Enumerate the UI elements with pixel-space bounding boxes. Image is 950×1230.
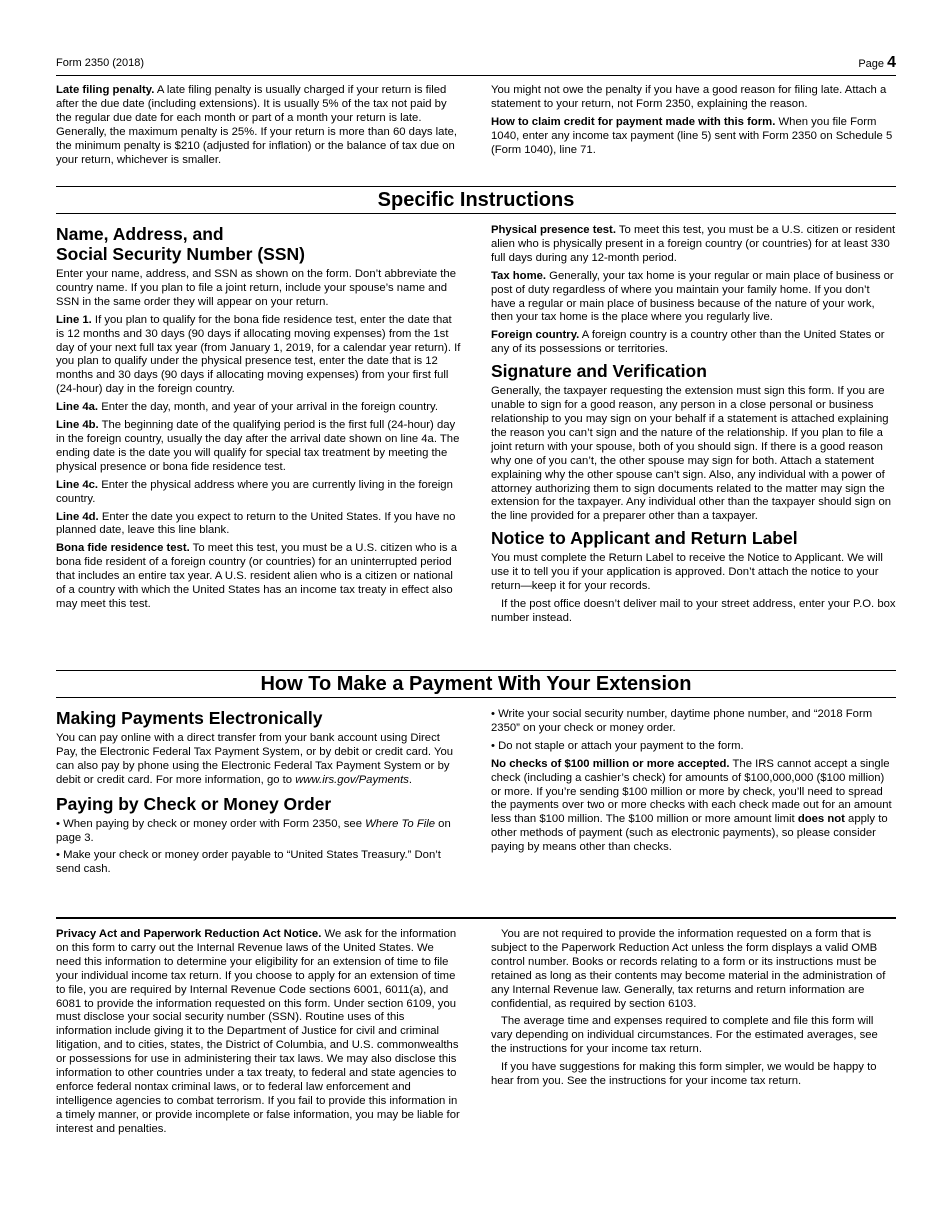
po-box-paragraph: If the post office doesn’t deliver mail to your street address, enter your P.O. box number instead. [491, 597, 896, 624]
form-name: Form 2350 (2018) [56, 57, 145, 69]
tax-home-paragraph: Tax home. Generally, your tax home is your regular or main place of business or post of duty regardless of where you maintain your family home. If you don’t have a regular or main place of business because of the nature of your work, then your tax home is the place where you regularly live. [491, 269, 894, 324]
signature-paragraph: Generally, the taxpayer requesting the extension must sign this form. If you are unable to sign for a good reason, any person in a close personal or business relationship to you may sign on your behalf if a statement is attached explaining the reason you can’t sign and the nature of the relationship. If you plan to file a joint return with your spouse, both of you should sign. If there is a good reason why one of you can’t, the other spouse may sign for both. Attach a statement explaining why the other spouse can’t sign. Also, any individual with a power of attorney authorizing them to sign documents related to the matter may sign the extension for the taxpayer. Any individual other than the taxpayer should sign on the line provided for a preparer other than a taxpayer. [491, 385, 892, 523]
top-left-column [56, 84, 461, 171]
page-header [56, 54, 896, 75]
payment-heading: How To Make a Payment With Your Extension [56, 670, 896, 697]
line4d-paragraph: Line 4d. Enter the date you expect to return to the United States. If you have no planned date, leave this line blank. [56, 510, 456, 537]
electronic-paragraph: You can pay online with a direct transfer from your bank account using Direct Pay, the Electronic Federal Tax Payment System, or by debit or credit card. You can also pay by phone using the Electronic Federal Tax Payment System or by debit or credit card. For more information, go to www.irs.gov/Payments. [56, 732, 454, 786]
line1-paragraph: Line 1. If you plan to qualify for the bona fide residence test, enter the date that is 12 months and 30 days (90 days if allocating moving expenses) from the 1st day of your next full tax year (from January 1, 2019, for a calendar year return). If you plan to qualify under the physical presence test, enter the date that is 12 months and 30 days (90 days if allocating moving expenses) from your first full (24-hour) day in the foreign country. [56, 313, 461, 396]
omb-paragraph: You are not required to provide the information requested on a form that is subject to the Paperwork Reduction Act unless the form displays a valid OMB control number. Books or records relating to a form or its instructions must be retained as long as their contents may become material in the administration of any Internal Revenue law. Generally, tax returns and return information are confidential, as required by section 6103. [491, 928, 886, 1010]
line4a-paragraph: Line 4a. Enter the day, month, and year of your arrival in the foreign country. [56, 401, 438, 414]
top-right-column [491, 84, 896, 162]
payments-link[interactable]: www.irs.gov/Payments [295, 773, 409, 786]
privacy-right-column [491, 928, 896, 1093]
privacy-rule [56, 917, 896, 919]
page-number: Page 4 [858, 54, 896, 71]
line4b-paragraph: Line 4b. The beginning date of the qualifying period is the first full (24-hour) day in the foreign country, usually the day after the arrival date shown on line 4a. The ending date is the date you will qualify for special tax treatment by meeting the physical presence or bona fide residence test. [56, 419, 460, 473]
average-time-paragraph: The average time and expenses required to complete and file this form will vary depending on individual circumstances. For the estimated averages, see the instructions for your income tax return. [491, 1015, 878, 1056]
penalty-reason-paragraph: You might not owe the penalty if you have a good reason for filing late. Attach a statement to your return, not Form 2350, explaining the reason. [491, 84, 887, 110]
claim-credit-paragraph: How to claim credit for payment made with this form. When you file Form 1040, enter any income tax payment (line 5) sent with Form 2350 on Schedule 5 (Form 1040), line 71. [491, 115, 893, 156]
privacy-paragraph: Privacy Act and Paperwork Reduction Act Notice. We ask for the information on this form to carry out the Internal Revenue laws of the United States. We need this information to determine your eligibility for an extension of time to file your individual income tax return. If you choose to apply for an extension of time to file, you are required by Internal Revenue Code sections 6001, 6011(a), and 6081 to provide the information requested on this form. Under section 6109, you must disclose your social security number (SSN). Routine uses of this information include giving it to the Department of Justice for civil and criminal litigation, and to cities, states, the District of Columbia, and U.S. commonwealths or possessions for use in administering their tax laws. We may also disclose this information to other countries under a tax treaty, to federal and state agencies to enforce federal nontax criminal laws, or to federal law enforcement and intelligence agencies to combat terrorism. If you fail to provide this information in a timely manner, or provide incomplete or false information, you may be liable for interest and penalties. [56, 928, 460, 1135]
notice-heading: Notice to Applicant and Return Label [491, 528, 798, 549]
physical-presence-paragraph: Physical presence test. To meet this test, you must be a U.S. citizen or resident alien who is physically present in a foreign country (or countries) for at least 330 full days during any 12-month period. [491, 224, 896, 264]
privacy-left-column [56, 928, 461, 1141]
bullet-where-to-file: • When paying by check or money order with Form 2350, see Where To File on page 3. [56, 817, 451, 844]
foreign-country-paragraph: Foreign country. A foreign country is a country other than the United States or any of its possessions or territories. [491, 329, 885, 356]
specific-instructions-heading: Specific Instructions [56, 186, 896, 213]
payment-rule [56, 697, 896, 698]
specific-left-column [56, 224, 461, 616]
payment-right-column [491, 708, 896, 859]
bullet-no-staple: • Do not staple or attach your payment to the form. [491, 739, 744, 752]
bullet-write-ssn: • Write your social security number, daytime phone number, and “2018 Form 2350” on your check or money order. [491, 708, 873, 734]
section-rule [56, 213, 896, 214]
bullet-payable: • Make your check or money order payable to “United States Treasury.” Don’t send cash. [56, 849, 441, 876]
line4c-paragraph: Line 4c. Enter the physical address where you are currently living in the foreign country. [56, 478, 453, 505]
payment-left-column [56, 708, 461, 881]
bona-fide-paragraph: Bona fide residence test. To meet this test, you must be a U.S. citizen who is a bona fide resident of a foreign country (or countries) for an uninterrupted period that includes an entire tax year. A U.S. resident alien who is a citizen or national of a country with which the United States has an income tax treaty in effect also may meet this test. [56, 542, 458, 610]
name-address-paragraph: Enter your name, address, and SSN as shown on the form. Don’t abbreviate the country name. If you plan to file a joint return, include your spouse’s name and SSN in the same order they will appear on your return. [56, 268, 457, 308]
electronic-heading: Making Payments Electronically [56, 708, 323, 728]
late-filing-paragraph: Late filing penalty. A late filing penalty is usually charged if your return is filed after the due date (including extensions). It is usually 5% of the tax not paid by the regular due date for each month or part of a month your return is late. Generally, the maximum penalty is 25%. If your return is more than 60 days late, the minimum penalty is $210 (adjusted for inflation) or the balance of tax due on your return, whichever is smaller. [56, 84, 458, 166]
suggestions-paragraph: If you have suggestions for making this form simpler, we would be happy to hear from you. See the instructions for your income tax return. [491, 1061, 877, 1088]
notice-paragraph: You must complete the Return Label to receive the Notice to Applicant. We will use it to tell you if your application is approved. Don’t attach the notice to your return—keep it for your records. [491, 552, 883, 593]
no-checks-paragraph: No checks of $100 million or more accepted. The IRS cannot accept a single check (including a cashier’s check) for amounts of $100,000,000 ($100 million) or more. If you’re sending $100 million or more by check, you’ll need to spread the payments over two or more checks with each check made out for an amount less than $100 million. The $100 million or more amount limit does not apply to other methods of payment (such as electronic payments), so please consider paying by means other than checks. [491, 757, 892, 854]
name-address-heading: Name, Address, and Social Security Number (SSN) [56, 224, 305, 264]
signature-heading: Signature and Verification [491, 361, 707, 382]
specific-right-column [491, 224, 896, 630]
header-rule [56, 75, 896, 76]
check-heading: Paying by Check or Money Order [56, 793, 332, 814]
